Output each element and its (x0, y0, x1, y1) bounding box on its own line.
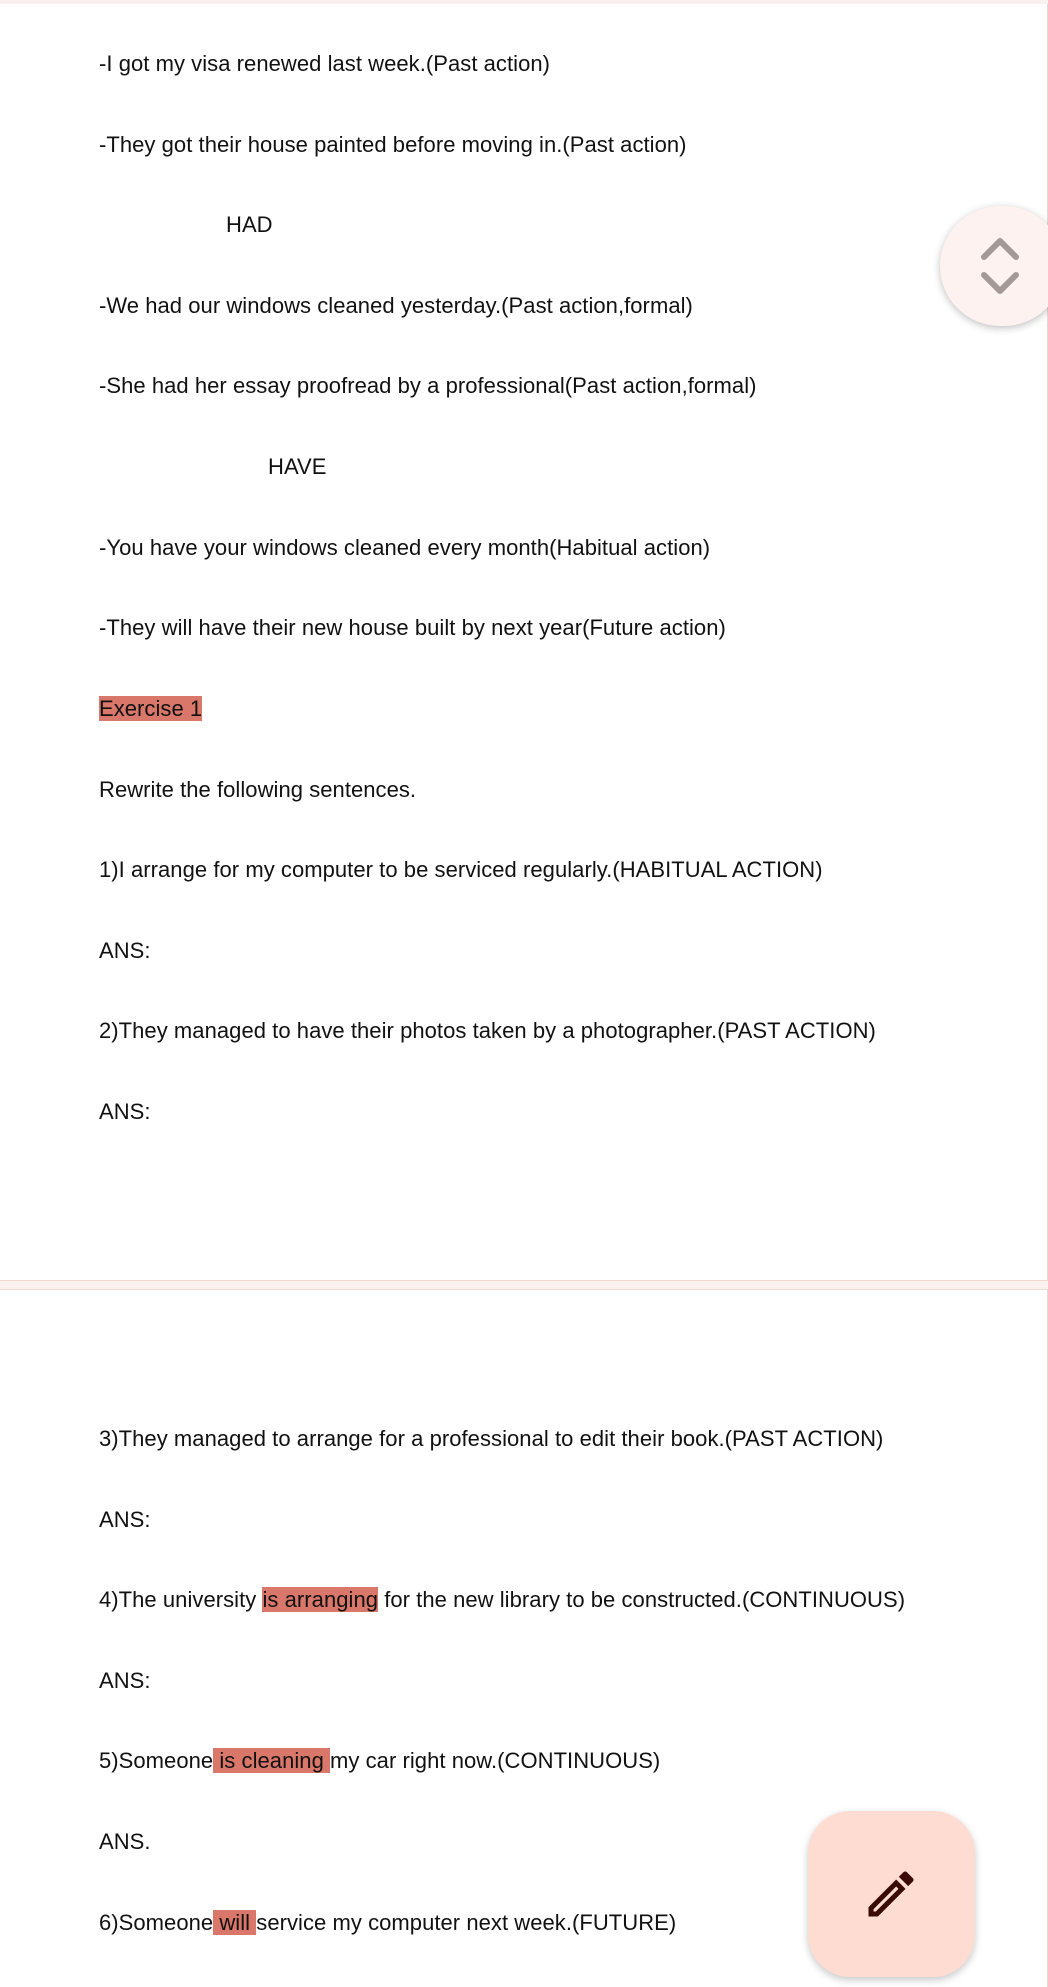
answer-label: ANS: (99, 1099, 151, 1124)
pencil-icon (861, 1864, 921, 1924)
page-scroll-control[interactable] (940, 206, 1048, 326)
exercise-heading (99, 696, 202, 722)
answer-label: ANS: (99, 938, 151, 963)
section-heading-had: HAD (226, 212, 273, 237)
text-line: -I got my visa renewed last week.(Past action) (99, 51, 551, 76)
text-segment: 5)Someone (99, 1748, 214, 1773)
answer-label: ANS. (99, 1829, 151, 1854)
text-line: -They will have their new house built by next year(Future action) (99, 615, 726, 640)
exercise-question (99, 1910, 676, 1936)
chevron-up-icon[interactable] (984, 241, 1016, 257)
text-segment: service my computer next week.(FUTURE) (256, 1910, 677, 1935)
text-segment: 4)The university (99, 1587, 263, 1612)
answer-label: ANS: (99, 1668, 151, 1693)
exercise-question (99, 1587, 905, 1613)
exercise-question: 2)They managed to have their photos taken by a photographer.(PAST ACTION) (99, 1018, 876, 1043)
highlighted-text: will (213, 1910, 257, 1935)
edit-button[interactable] (808, 1811, 975, 1977)
highlighted-text: Exercise 1 (99, 696, 203, 721)
highlighted-text: is arranging (262, 1587, 379, 1612)
text-line: -She had her essay proofread by a professional(Past action,formal) (99, 373, 757, 398)
text-segment: 6)Someone (99, 1910, 214, 1935)
section-heading-have: HAVE (268, 454, 327, 479)
document-page-1 (0, 4, 1048, 1281)
text-line: -We had our windows cleaned yesterday.(Past action,formal) (99, 293, 693, 318)
exercise-question: 1)I arrange for my computer to be serviced regularly.(HABITUAL ACTION) (99, 857, 823, 882)
exercise-question: 3)They managed to arrange for a professional to edit their book.(PAST ACTION) (99, 1426, 884, 1451)
text-line: -You have your windows cleaned every month(Habitual action) (99, 535, 711, 560)
text-segment: my car right now.(CONTINUOUS) (330, 1748, 661, 1773)
answer-label: ANS: (99, 1507, 151, 1532)
exercise-question (99, 1748, 660, 1774)
highlighted-text: is cleaning (213, 1748, 331, 1773)
instruction-text: Rewrite the following sentences. (99, 777, 417, 802)
text-line: -They got their house painted before moving in.(Past action) (99, 132, 687, 157)
text-segment: for the new library to be constructed.(CONTINUOUS) (378, 1587, 906, 1612)
chevron-down-icon[interactable] (984, 275, 1016, 291)
